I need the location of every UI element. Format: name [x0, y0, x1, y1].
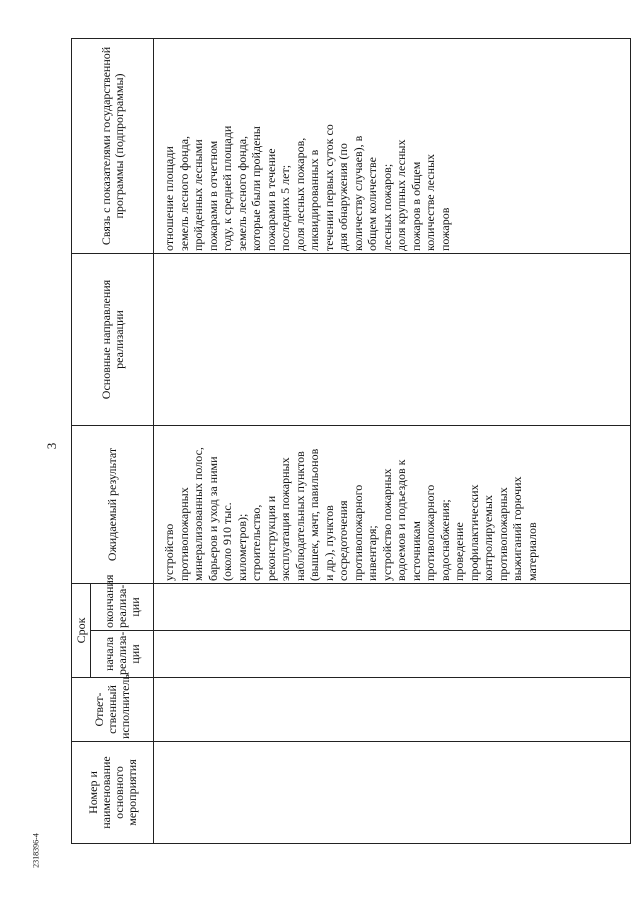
expected-result-line: противопожарных — [176, 487, 191, 581]
cell-term-end — [154, 584, 631, 631]
header-expected-result: Ожидаемый результат — [72, 426, 154, 584]
expected-result-line: выжиганий горючих — [510, 476, 524, 581]
expected-result-line: инвентаря; — [365, 525, 379, 581]
expected-result-line: (около 910 тыс. — [220, 502, 234, 581]
indicator-line: общем количестве — [365, 157, 379, 251]
cell-executor — [154, 678, 631, 742]
expected-result-line: реконструкция и — [263, 495, 278, 581]
header-term-end: окончания реализа-ции — [91, 584, 154, 631]
expected-result-line: водоемов и подъездов к — [394, 459, 408, 581]
expected-result-line: строительство, — [249, 504, 263, 581]
header-directions: Основные направления реализации — [72, 254, 154, 426]
indicator-line: доля лесных пожаров, — [292, 137, 307, 251]
header-executor: Ответ-ственный исполнитель — [72, 678, 154, 742]
indicator-line: которые были пройдены — [249, 126, 263, 251]
measures-table — [71, 38, 631, 844]
indicator-line: пожаров в общем — [408, 161, 423, 251]
indicator-line: количестве лесных — [423, 153, 437, 251]
expected-result-line: устройство пожарных — [379, 468, 394, 581]
indicator-line: земель лесного фонда, — [176, 135, 191, 251]
expected-result-line: (вышек, мачт, павильонов — [307, 448, 321, 581]
header-measure: Номер и наименование основного мероприятия — [72, 742, 154, 844]
expected-result-line: водоснабжения; — [437, 499, 452, 581]
cell-indicators-link — [154, 39, 631, 254]
cell-measure — [154, 742, 631, 844]
table-row — [154, 39, 631, 844]
expected-result-line: эксплуатация пожарных — [278, 457, 292, 581]
expected-result-line: противопожарных — [495, 487, 510, 581]
expected-result-line: барьеров и уход за ними — [205, 456, 220, 581]
header-indicators-link: Связь с показателями государственной программы (подпрограммы) — [72, 39, 154, 254]
cell-expected-result — [154, 426, 631, 584]
indicator-line: лесных пожаров; — [379, 163, 394, 251]
expected-result-line: устройство — [162, 523, 176, 581]
expected-result-line: контролируемых — [481, 495, 495, 581]
expected-result-line: минерализованных полос, — [191, 447, 205, 581]
indicator-line: доля крупных лесных — [394, 139, 408, 251]
indicator-line: пройденных лесными — [191, 139, 205, 251]
indicator-line: пожарами в течение — [263, 148, 278, 251]
expected-result-line: наблюдательных пунктов — [292, 451, 307, 581]
indicator-line: течении первых суток со — [321, 124, 336, 251]
rotated-table-container — [71, 39, 631, 844]
indicator-line: дня обнаружения (по — [336, 143, 350, 251]
indicator-line: отношение площади — [162, 146, 176, 251]
header-term-start: начала реализа-ции — [91, 631, 154, 678]
expected-result-line: источникам — [408, 521, 423, 581]
expected-result-line: проведение — [452, 522, 466, 581]
cell-term-start — [154, 631, 631, 678]
indicator-line: году, к средней площади — [220, 125, 234, 251]
indicator-line: ликвидированных в — [307, 149, 321, 251]
expected-result-line: противопожарного — [350, 484, 365, 581]
page-number: 3 — [44, 442, 59, 450]
expected-result-line: сосредоточения — [336, 500, 350, 581]
indicator-line: последних 5 лет; — [278, 164, 292, 251]
expected-result-line: профилактических — [466, 484, 481, 581]
indicator-line: количеству случаев), в — [350, 135, 365, 251]
indicator-line: земель лесного фонда, — [234, 135, 249, 251]
document-code: 2318396-4 — [31, 833, 41, 868]
expected-result-line: километров); — [234, 513, 249, 581]
indicator-line: пожарами в отчетном — [205, 140, 220, 251]
cell-directions — [154, 254, 631, 426]
indicator-line: пожаров — [437, 207, 452, 251]
table-header-row — [72, 39, 91, 844]
expected-result-line: и др.), пунктов — [321, 505, 336, 581]
header-term: Срок — [72, 584, 91, 678]
expected-result-line: материалов — [524, 522, 539, 581]
expected-result-line: противопожарного — [423, 484, 437, 581]
